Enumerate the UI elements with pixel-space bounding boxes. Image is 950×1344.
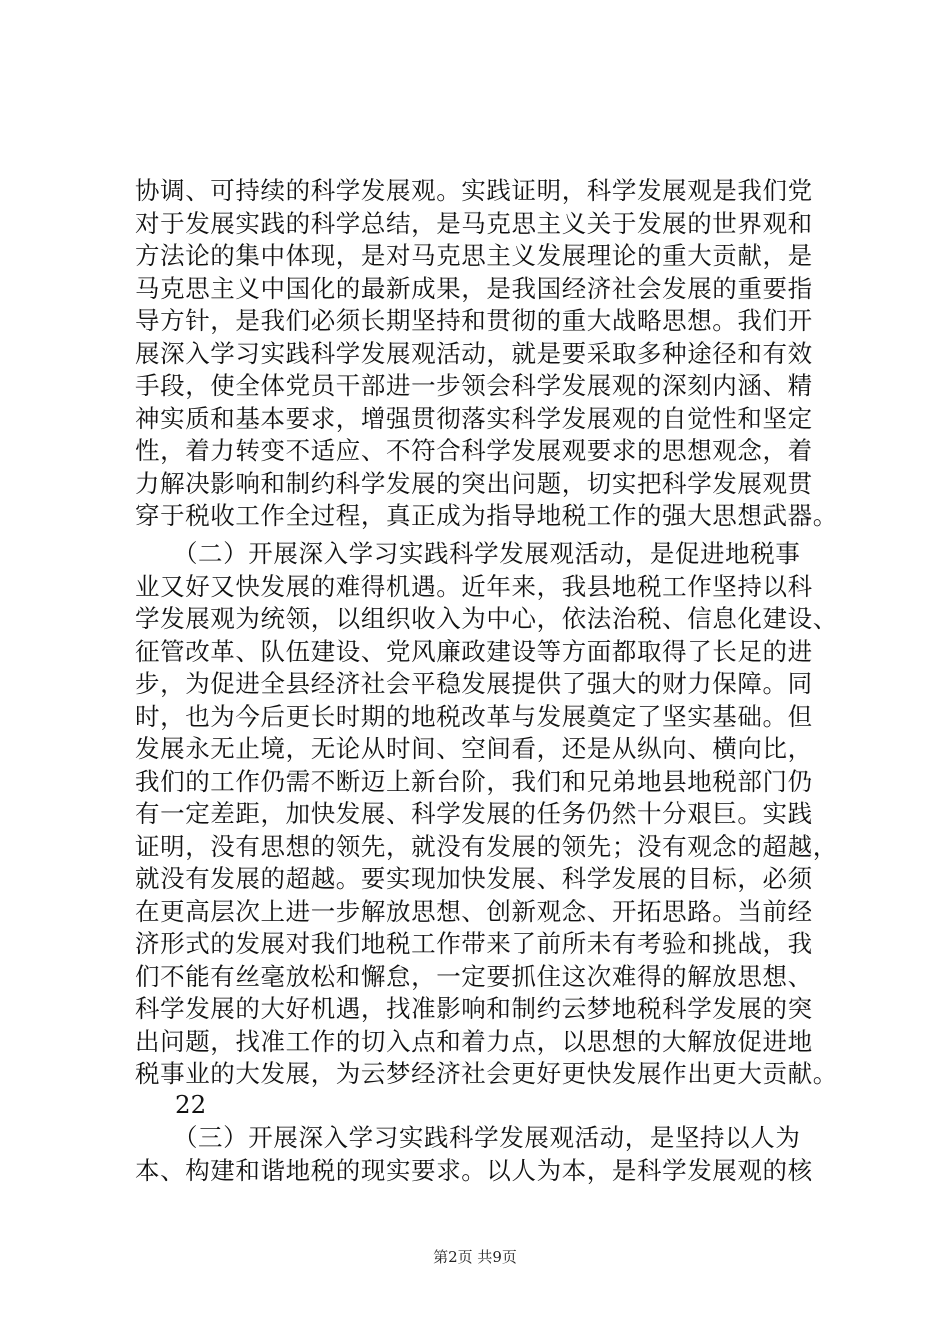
text-line: 步，为促进全县经济社会平稳发展提供了强大的财力保障。同 <box>135 669 813 698</box>
text-line: 本、构建和谐地税的现实要求。以人为本，是科学发展观的核 <box>135 1155 813 1185</box>
text-line: 科学发展的大好机遇，找准影响和制约云梦地税科学发展的突 <box>135 994 813 1023</box>
text-line: （三）开展深入学习实践科学发展观活动，是坚持以人为 <box>135 1123 801 1152</box>
text-line: 马克思主义中国化的最新成果，是我国经济社会发展的重要指 <box>135 273 813 303</box>
text-line: 出问题，找准工作的切入点和着力点，以思想的大解放促进地 <box>135 1026 813 1056</box>
text-line: 时，也为今后更长时期的地税改革与发展奠定了坚实基础。但 <box>135 701 813 731</box>
text-line: 穿于税收工作全过程，真正成为指导地税工作的强大思想武器。 <box>135 501 838 530</box>
text-line: （二）开展深入学习实践科学发展观活动，是促进地税事 <box>135 539 801 568</box>
text-line: 对于发展实践的科学总结，是马克思主义关于发展的世界观和 <box>135 208 813 238</box>
text-line: 济形式的发展对我们地税工作带来了前所未有考验和挑战，我 <box>135 929 813 958</box>
text-line: 证明，没有思想的领先，就没有发展的领先；没有观念的超越， <box>135 831 838 861</box>
stray-text: 22 <box>175 1090 207 1119</box>
text-line: 业又好又快发展的难得机遇。近年来，我县地税工作坚持以科 <box>135 571 813 601</box>
text-line: 在更高层次上进一步解放思想、创新观念、开拓思路。当前经 <box>135 896 813 926</box>
paragraph-1 <box>135 175 838 533</box>
text-line: 税事业的大发展，为云梦经济社会更好更快发展作出更大贡献。 <box>135 1059 838 1088</box>
text-line: 协调、可持续的科学发展观。实践证明，科学发展观是我们党 <box>135 176 813 205</box>
page-footer: 第2页 共9页 <box>433 1248 517 1266</box>
text-line: 就没有发展的超越。要实现加快发展、科学发展的目标，必须 <box>135 864 813 893</box>
text-line: 我们的工作仍需不断迈上新台阶，我们和兄弟地县地税部门仍 <box>135 766 813 796</box>
text-line: 神实质和基本要求，增强贯彻落实科学发展观的自觉性和坚定 <box>135 403 813 433</box>
text-line: 有一定差距，加快发展、科学发展的任务仍然十分艰巨。实践 <box>135 799 813 828</box>
paragraph-2 <box>135 538 838 1091</box>
paragraph-3 <box>135 1122 835 1187</box>
text-line: 征管改革、队伍建设、党风廉政建设等方面都取得了长足的进 <box>135 636 813 666</box>
text-line: 性，着力转变不适应、不符合科学发展观要求的思想观念，着 <box>135 436 813 465</box>
text-line: 学发展观为统领，以组织收入为中心，依法治税、信息化建设、 <box>135 604 838 633</box>
text-line: 力解决影响和制约科学发展的突出问题，切实把科学发展观贯 <box>135 468 813 498</box>
text-line: 导方针，是我们必须长期坚持和贯彻的重大战略思想。我们开 <box>135 306 813 335</box>
text-line: 发展永无止境，无论从时间、空间看，还是从纵向、横向比， <box>135 734 813 763</box>
text-line: 手段，使全体党员干部进一步领会科学发展观的深刻内涵、精 <box>135 371 813 400</box>
text-line: 们不能有丝毫放松和懈怠，一定要抓住这次难得的解放思想、 <box>135 961 813 991</box>
text-line: 展深入学习实践科学发展观活动，就是要采取多种途径和有效 <box>135 338 813 368</box>
text-line: 方法论的集中体现，是对马克思主义发展理论的重大贡献，是 <box>135 241 813 270</box>
